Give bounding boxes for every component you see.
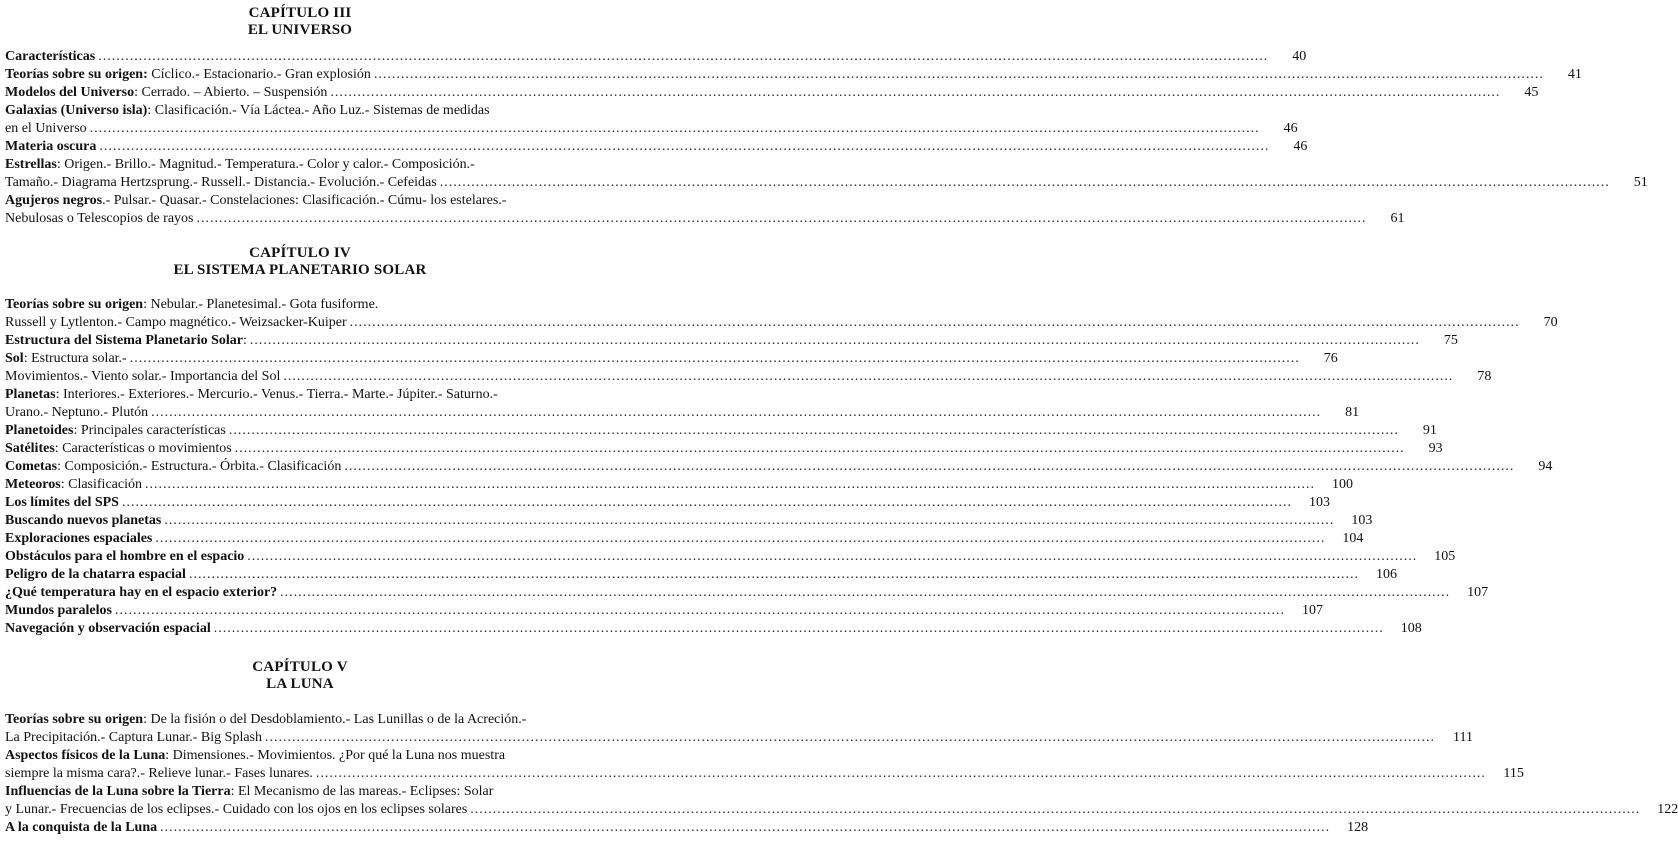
chapter-title: EL SISTEMA PLANETARIO SOLAR (173, 262, 427, 278)
toc-entry-text (5, 801, 467, 818)
toc-entry-detail: : Clasificación.- Vía Láctea.- Año Luz.- Sistemas de medidas (147, 103, 490, 118)
page-number: 40 (1292, 49, 1307, 64)
toc-entry-title: Planetas (5, 387, 56, 402)
dot-leader (164, 512, 1334, 529)
toc-entry-title: Satélites (5, 441, 55, 456)
toc-entry-text (5, 422, 226, 439)
toc-entry-detail: .- Pulsar.- Quasar.- Constelaciones: Clasificación.- Cúmu- los estelares.- (102, 193, 507, 208)
toc-entry (5, 440, 1443, 457)
page-number: 100 (1331, 477, 1353, 492)
toc-entry (5, 566, 1397, 583)
dot-leader (344, 458, 1514, 475)
page-number: 46 (1293, 139, 1308, 154)
toc-entry-title: Características (5, 49, 96, 64)
toc-entry-detail: : (242, 333, 247, 348)
toc-entry (5, 120, 1298, 137)
toc-entry (5, 174, 1648, 191)
toc-entry-title: Los límites del SPS (5, 495, 119, 510)
toc-entry-text (5, 584, 277, 601)
dot-leader (130, 350, 1300, 367)
toc-entry-text (5, 548, 244, 565)
toc-entry (5, 156, 595, 173)
toc-entry-text (5, 314, 347, 331)
toc-entry-detail: Tamaño.- Diagrama Hertzsprung.- Russell.- Distancia.- Evolución.- Cefeidas (5, 175, 437, 190)
page-number: 75 (1443, 333, 1458, 348)
toc-entry-detail: y Lunar.- Frecuencias de los eclipses.- Cuidado con los ojos en los eclipses solares (5, 802, 468, 817)
page-number: 106 (1375, 567, 1397, 582)
toc-entry-title: Influencias de la Luna sobre la Tierra (5, 784, 231, 799)
toc-entry-text (5, 512, 161, 529)
dot-leader (145, 476, 1315, 493)
toc-entry (5, 530, 1364, 547)
toc-entry (5, 801, 1678, 818)
page-number: 103 (1351, 513, 1373, 528)
toc-entry (5, 548, 1456, 565)
page-number: 93 (1428, 441, 1443, 456)
page-number: 51 (1633, 175, 1648, 190)
toc-entry-text (5, 783, 493, 800)
toc-entry (5, 584, 1489, 601)
toc-entry-text (5, 440, 232, 457)
toc-entry-text (5, 368, 280, 385)
toc-entry-text (5, 494, 119, 511)
toc-entry-text (5, 404, 148, 421)
toc-entry (5, 494, 1330, 511)
page-number: 105 (1434, 549, 1456, 564)
toc-entry-title: Obstáculos para el hombre en el espacio (5, 549, 245, 564)
toc-entry (5, 296, 595, 313)
toc-entry-text (5, 210, 194, 227)
chapter-number: CAPÍTULO IV (249, 245, 351, 261)
toc-entry-text (5, 156, 475, 173)
page-number: 76 (1323, 351, 1338, 366)
chapter-title: LA LUNA (266, 676, 334, 692)
toc-entry-text (5, 765, 313, 782)
toc-entry-text (5, 174, 437, 191)
toc-entry-detail: : Origen.- Brillo.- Magnitud.- Temperatura.- Color y calor.- Composición.- (56, 157, 475, 172)
toc-entry (5, 84, 1539, 101)
dot-leader (214, 620, 1384, 637)
page-number: 41 (1567, 67, 1582, 82)
page-number: 104 (1342, 531, 1364, 546)
toc-entry-text (5, 819, 157, 836)
dot-leader (160, 819, 1330, 836)
dot-leader (316, 765, 1486, 782)
toc-entry (5, 332, 1458, 349)
toc-entry-title: Modelos del Universo (5, 85, 135, 100)
dot-leader (197, 210, 1367, 227)
toc-entry (5, 819, 1369, 836)
toc-entry (5, 210, 1405, 227)
chapter-heading (0, 5, 600, 39)
toc-entry (5, 783, 595, 800)
toc-entry-text (5, 296, 378, 313)
toc-entry-text (5, 84, 327, 101)
toc-entry-title: Teorías sobre su origen (5, 297, 144, 312)
toc-entry-text (5, 332, 247, 349)
toc-entry (5, 386, 595, 403)
dot-leader (229, 422, 1399, 439)
toc-entry-detail: : Características o movimientos (54, 441, 232, 456)
dot-leader (470, 801, 1640, 818)
toc-entry-text (5, 48, 95, 65)
page-number: 70 (1543, 315, 1558, 330)
chapter-number: CAPÍTULO V (252, 659, 348, 675)
dot-leader (247, 548, 1417, 565)
dot-leader (440, 174, 1610, 191)
dot-leader (250, 332, 1420, 349)
toc-entry-title: Materia oscura (5, 139, 97, 154)
toc-entry-title: Cometas (5, 459, 58, 474)
toc-entry (5, 602, 1323, 619)
toc-entry-detail: Urano.- Neptuno.- Plutón (5, 405, 149, 420)
toc-entry-detail: : Interiores.- Exteriores.- Mercurio.- Venus.- Tierra.- Marte.- Júpiter.- Saturno.- (55, 387, 498, 402)
toc-entry-detail: : Composición.- Estructura.- Órbita.- Clasificación (57, 459, 342, 474)
toc-entry (5, 747, 595, 764)
dot-leader (330, 84, 1500, 101)
dot-leader (189, 566, 1359, 583)
toc-entry-detail: : Estructura solar.- (23, 351, 127, 366)
toc-entry-text (5, 102, 490, 119)
toc-entry (5, 368, 1492, 385)
page-number: 107 (1301, 603, 1323, 618)
toc-entry-detail: Nebulosas o Telescopios de rayos (5, 211, 194, 226)
toc-entry-title: Galaxias (Universo isla) (5, 103, 148, 118)
toc-entry-text (5, 458, 341, 475)
toc-entry-text (5, 530, 152, 547)
toc-entry-title: ¿Qué temperatura hay en el espacio exterior? (5, 585, 278, 600)
toc-entry-title: Navegación y observación espacial (5, 621, 211, 636)
dot-leader (235, 440, 1405, 457)
toc-entry (5, 765, 1524, 782)
page-number: 103 (1308, 495, 1330, 510)
toc-entry-title: Exploraciones espaciales (5, 531, 153, 546)
page-number: 107 (1467, 585, 1489, 600)
toc-entry-text (5, 138, 96, 155)
toc-entry-title: Agujeros negros (5, 193, 103, 208)
toc-entry-detail: : Cerrado. – Abierto. – Suspensión (134, 85, 328, 100)
page-number: 108 (1400, 621, 1422, 636)
toc-entry-title: Buscando nuevos planetas (5, 513, 162, 528)
toc-entry (5, 476, 1353, 493)
toc-entry (5, 192, 595, 209)
page-number: 91 (1422, 423, 1437, 438)
toc-entry-title: Estructura del Sistema Planetario Solar (5, 333, 243, 348)
dot-leader (99, 138, 1269, 155)
toc-entry-title: Planetoides (5, 423, 74, 438)
toc-entry-detail: : Clasificación (60, 477, 142, 492)
toc-entry (5, 422, 1437, 439)
chapter-heading (0, 659, 600, 693)
toc-entry (5, 48, 1307, 65)
dot-leader (98, 48, 1268, 65)
toc-entry-title: Teorías sobre su origen: (5, 67, 148, 82)
toc-entry-text (5, 66, 371, 83)
page-number: 46 (1283, 121, 1298, 136)
dot-leader (151, 404, 1321, 421)
page-number: 61 (1390, 211, 1405, 226)
toc-entry-title: Aspectos físicos de la Luna (5, 748, 166, 763)
toc-entry-text (5, 602, 112, 619)
toc-entry-text (5, 566, 186, 583)
toc-entry (5, 620, 1422, 637)
toc-entry-text (5, 711, 526, 728)
dot-leader (350, 314, 1520, 331)
toc-entry (5, 458, 1553, 475)
toc-entry-title: A la conquista de la Luna (5, 820, 158, 835)
page-number: 94 (1538, 459, 1553, 474)
toc-entry-title: Estrellas (5, 157, 57, 172)
dot-leader (155, 530, 1325, 547)
toc-entry-title: Sol (5, 351, 24, 366)
toc-entry-detail: Cíclico.- Estacionario.- Gran explosión (147, 67, 371, 82)
page-number: 115 (1503, 766, 1524, 781)
toc-entry-text (5, 620, 211, 637)
dot-leader (115, 602, 1285, 619)
toc-entry (5, 102, 595, 119)
dot-leader (280, 584, 1450, 601)
toc-entry-detail: en el Universo (5, 121, 87, 136)
toc-entry-detail: : Nebular.- Planetesimal.- Gota fusiforme. (143, 297, 379, 312)
toc-entry-text (5, 350, 127, 367)
chapter-title: EL UNIVERSO (247, 22, 353, 38)
toc-entry-detail: Russell y Lytlenton.- Campo magnético.- Weizsacker-Kuiper (5, 315, 347, 330)
dot-leader (374, 66, 1544, 83)
toc-entry-detail: Movimientos.- Viento solar.- Importancia del Sol (5, 369, 281, 384)
toc-entry (5, 350, 1338, 367)
dot-leader (265, 729, 1435, 746)
page-number: 81 (1345, 405, 1360, 420)
toc-entry (5, 66, 1582, 83)
toc-entry (5, 138, 1308, 155)
toc-entry-text (5, 729, 262, 746)
toc-entry (5, 512, 1373, 529)
toc-entry (5, 729, 1473, 746)
toc-entry-title: Peligro de la chatarra espacial (5, 567, 186, 582)
toc-entry (5, 314, 1558, 331)
page-number: 78 (1477, 369, 1492, 384)
toc-entry-text (5, 120, 87, 137)
page-number: 111 (1453, 730, 1473, 745)
page-number: 122 (1657, 802, 1678, 817)
toc-entry-text (5, 476, 142, 493)
toc-entry-detail: : Dimensiones.- Movimientos. ¿Por qué la Luna nos muestra (165, 748, 506, 763)
toc-entry-title: Teorías sobre su origen (5, 712, 144, 727)
page-number: 45 (1524, 85, 1539, 100)
toc-entry-detail: : De la fisión o del Desdoblamiento.- Las Lunillas o de la Acreción.- (143, 712, 527, 727)
toc-entry-title: Mundos paralelos (5, 603, 112, 618)
toc-entry-title: Meteoros (5, 477, 61, 492)
page-number: 128 (1347, 820, 1369, 835)
toc-entry-text (5, 386, 498, 403)
toc-entry-text (5, 747, 505, 764)
toc-entry-text (5, 192, 506, 209)
dot-leader (122, 494, 1292, 511)
toc-entry-detail: : El Mecanismo de las mareas.- Eclipses: Solar (230, 784, 494, 799)
toc-entry-detail: siempre la misma cara?.- Relieve lunar.- Fases lunares. (5, 766, 313, 781)
dot-leader (283, 368, 1453, 385)
toc-entry (5, 404, 1360, 421)
chapter-number: CAPÍTULO III (248, 5, 352, 21)
toc-entry-detail: La Precipitación.- Captura Lunar.- Big Splash (5, 730, 262, 745)
toc-entry-detail: : Principales características (73, 423, 226, 438)
toc-entry (5, 711, 595, 728)
chapter-heading (0, 245, 600, 279)
dot-leader (90, 120, 1260, 137)
